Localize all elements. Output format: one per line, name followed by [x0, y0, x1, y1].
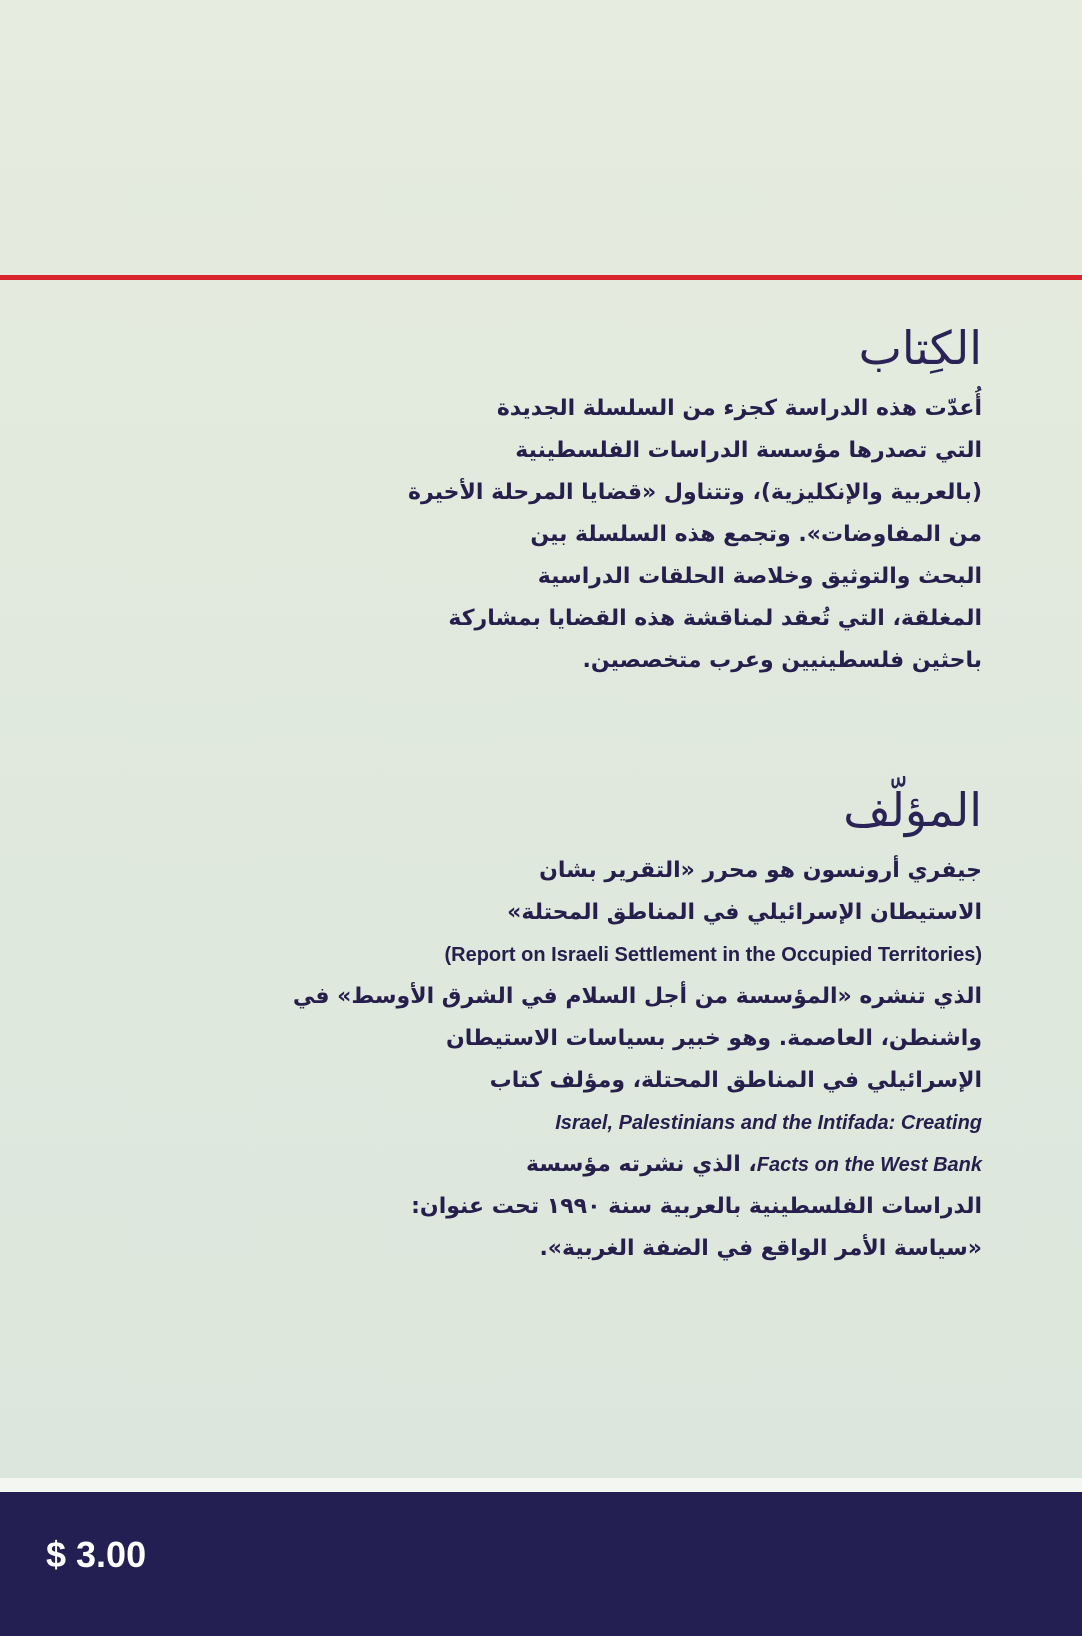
book-english-title: Israel, Palestinians and the Intifada: Creating	[555, 1112, 982, 1134]
book-line: من المفاوضات». وتجمع هذه السلسلة بين	[530, 522, 982, 547]
author-section	[292, 780, 982, 1270]
book-line: البحث والتوثيق وخلاصة الحلقات الدراسية	[537, 564, 982, 589]
book-line: التي تصدرها مؤسسة الدراسات الفلسطينية	[515, 438, 982, 463]
price-label: $ 3.00	[46, 1534, 147, 1575]
book-line: المغلقة، التي تُعقد لمناقشة هذه القضايا بمشاركة	[448, 606, 982, 631]
author-heading: المؤلّف	[843, 783, 982, 837]
book-line: أُعدّت هذه الدراسة كجزء من السلسلة الجديدة	[496, 396, 982, 421]
white-strip	[0, 1478, 1082, 1492]
red-divider-line	[0, 275, 1082, 280]
book-line: باحثين فلسطينيين وعرب متخصصين.	[582, 648, 982, 673]
author-line: «سياسة الأمر الواقع في الضفة الغربية».	[539, 1236, 982, 1261]
author-line: الاستيطان الإسرائيلي في المناطق المحتلة»	[507, 900, 982, 925]
book-line: (بالعربية والإنكليزية)، وتتناول «قضايا المرحلة الأخيرة	[408, 480, 982, 505]
book-english-title-end: Facts on the West Bank	[756, 1154, 982, 1176]
author-line-mixed	[322, 1144, 982, 1186]
author-line-suffix: ، الذي نشرته مؤسسة	[526, 1152, 757, 1177]
author-line: الدراسات الفلسطينية بالعربية سنة ١٩٩٠ تحت عنوان:	[411, 1194, 982, 1219]
price-band	[0, 1492, 1082, 1636]
report-english-title: (Report on Israeli Settlement in the Occupied Territories)	[444, 944, 982, 966]
book-heading: الكِتاب	[858, 321, 982, 375]
author-line: واشنطن، العاصمة. وهو خبير بسياسات الاستيطان	[445, 1026, 982, 1051]
book-section	[322, 318, 982, 682]
author-line: الإسرائيلي في المناطق المحتلة، ومؤلف كتاب	[489, 1068, 982, 1093]
author-line: جيفري أرونسون هو محرر «التقرير بشان	[539, 858, 982, 883]
author-line: الذي تنشره «المؤسسة من أجل السلام في الشرق الأوسط» في	[292, 984, 982, 1009]
